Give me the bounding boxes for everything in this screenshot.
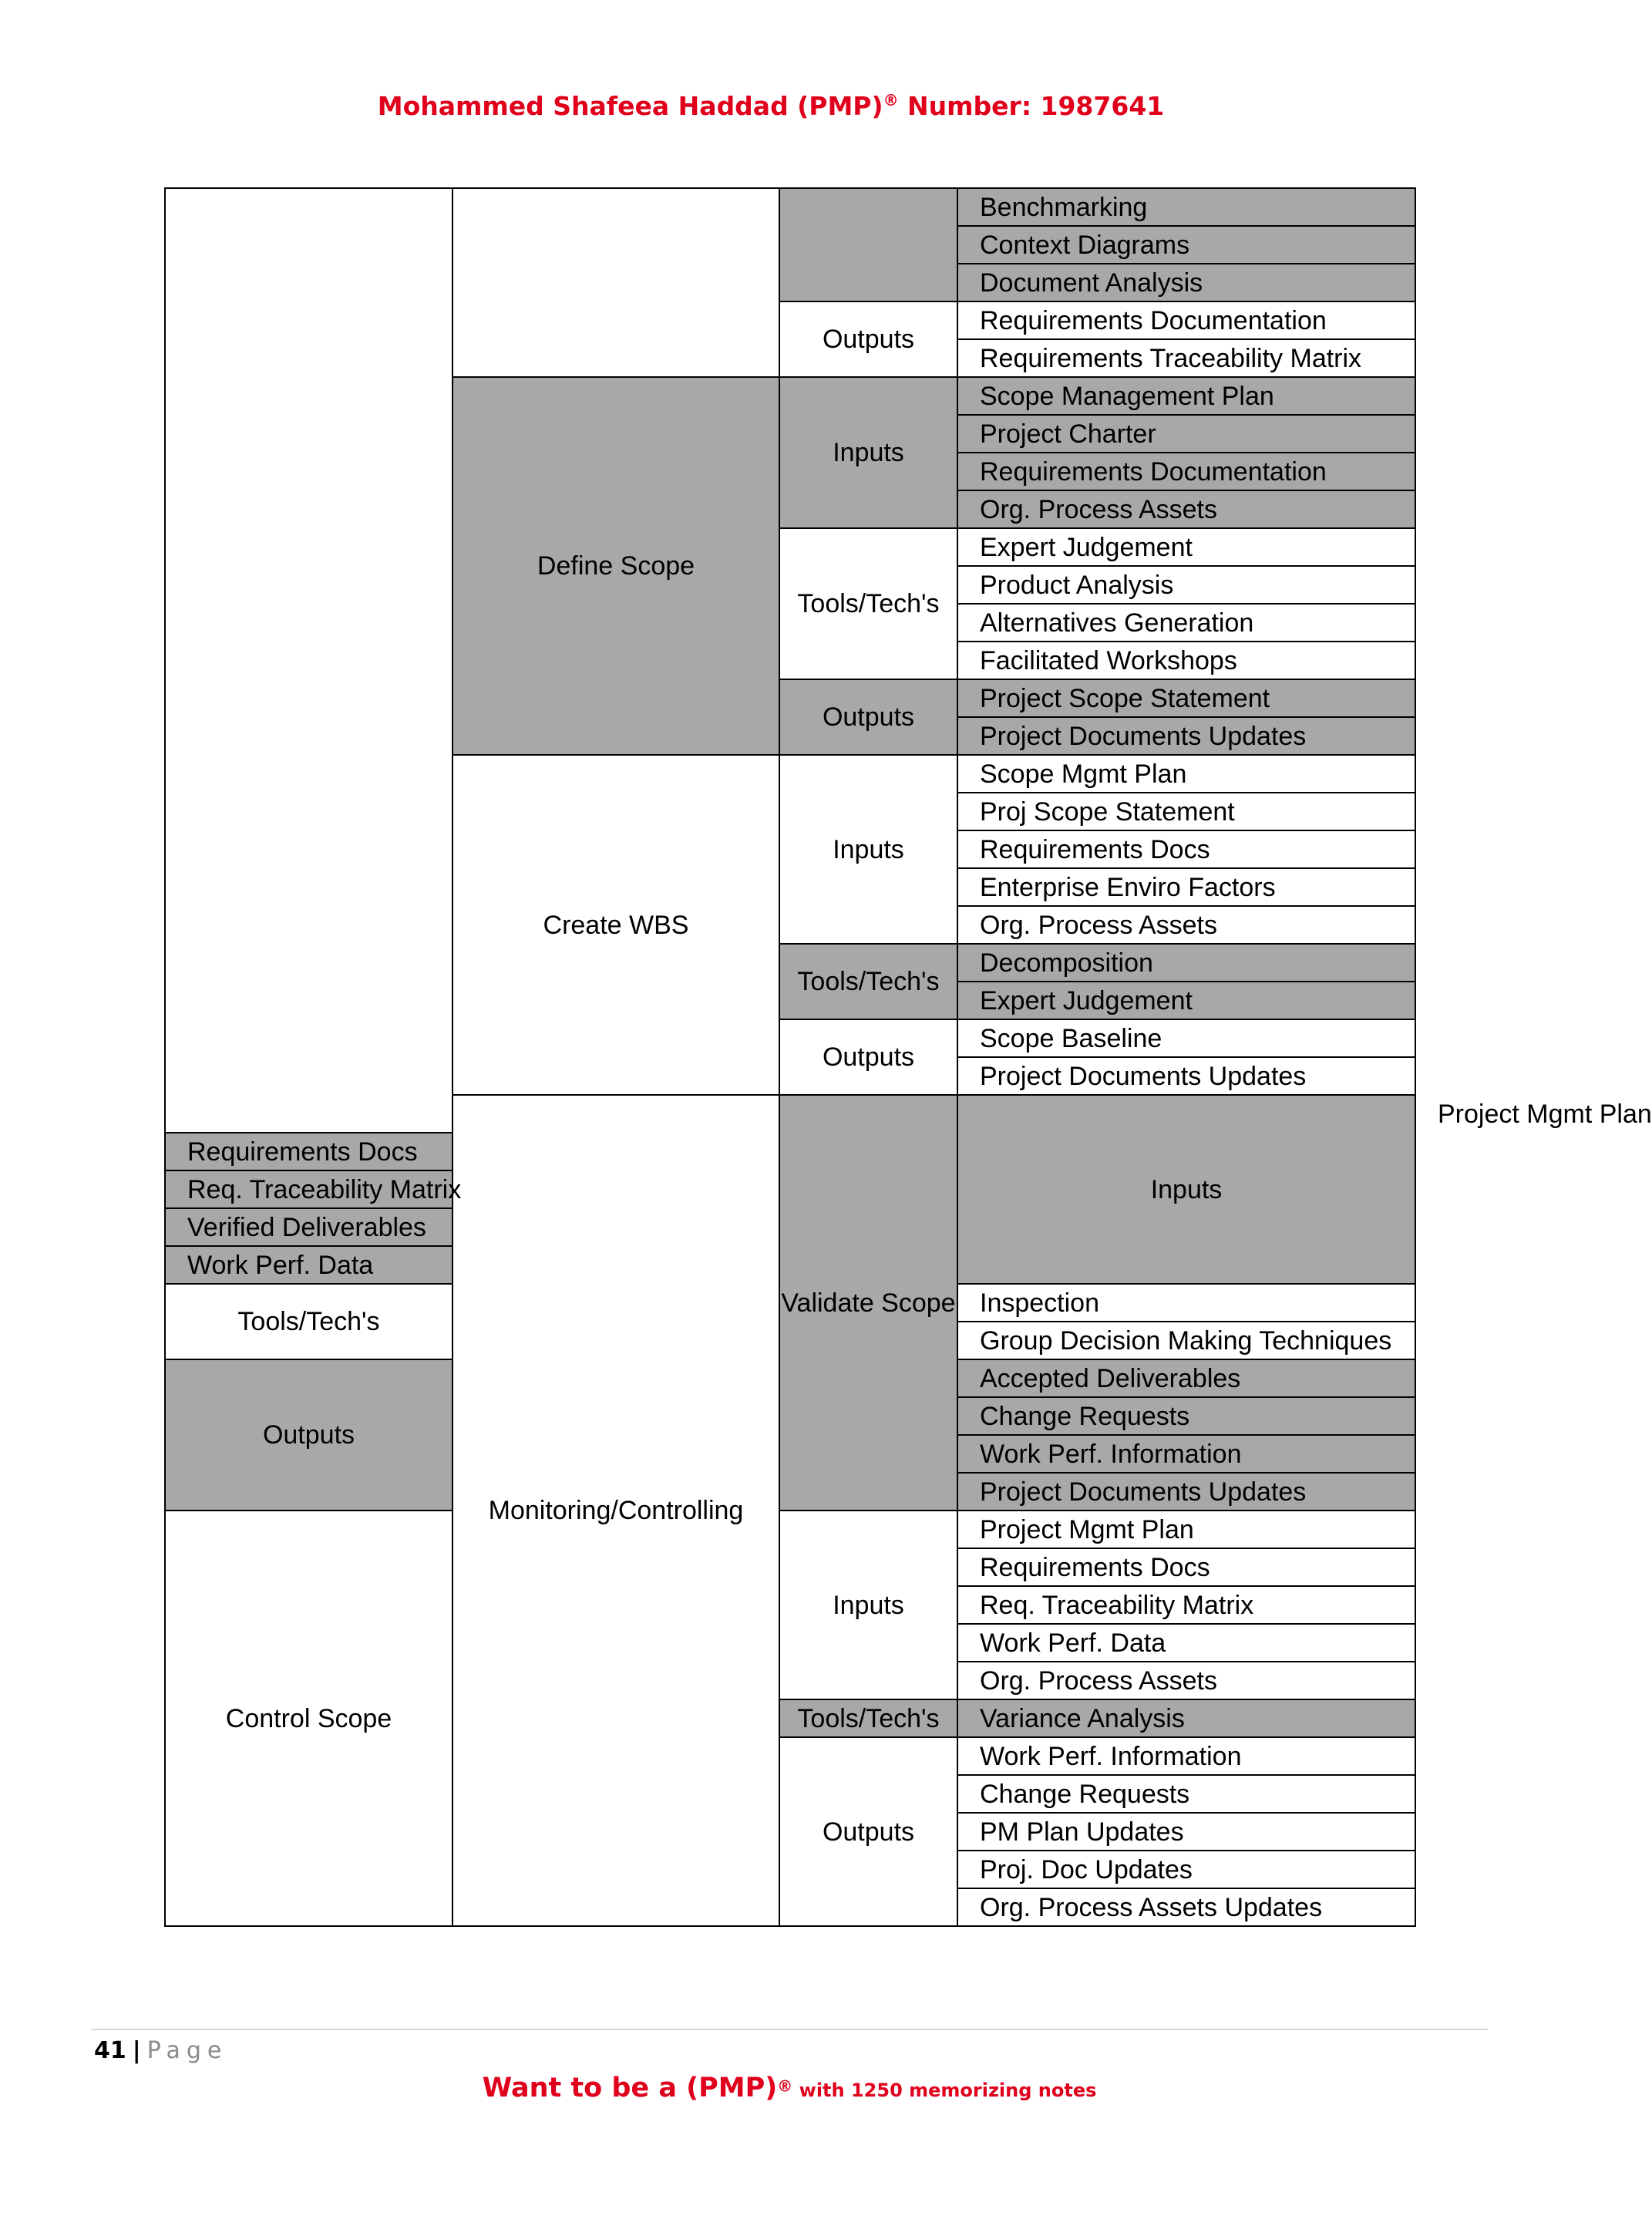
table-item: Requirements Docs [165, 1133, 453, 1170]
table-item: Project Documents Updates [957, 1057, 1415, 1095]
table-item: Change Requests [957, 1397, 1415, 1435]
category-tools: Tools/Tech's [779, 1699, 957, 1737]
table-item: Work Perf. Data [165, 1246, 453, 1284]
page-number-separator: | [132, 2037, 141, 2064]
table-item: Project Charter [957, 415, 1415, 453]
table-item: Project Mgmt Plan [957, 1511, 1415, 1548]
table-item: Expert Judgement [957, 982, 1415, 1019]
table-item: Requirements Documentation [957, 301, 1415, 339]
table-item: Work Perf. Information [957, 1435, 1415, 1473]
table-item: Work Perf. Information [957, 1737, 1415, 1775]
table-item: Org. Process Assets Updates [957, 1888, 1415, 1926]
table-item: Project Documents Updates [957, 1473, 1415, 1511]
table-item: Document Analysis [957, 264, 1415, 301]
table-item: Requirements Docs [957, 1548, 1415, 1586]
table-item: Facilitated Workshops [957, 642, 1415, 679]
category-cell-continued [779, 188, 957, 301]
process-define-scope: Define Scope [453, 377, 779, 755]
table-item: Context Diagrams [957, 226, 1415, 264]
table-item: Scope Mgmt Plan [957, 755, 1415, 793]
footer-promo [0, 2073, 1579, 2103]
page-number [94, 2037, 227, 2064]
process-table: Benchmarking Context Diagrams Document Analysis Outputs Requirements Documentation Requirements Traceability Matrix Define Scope Inputs Scope Management Plan Project Charter Requirements Documentation Org. Process Assets Tools/Tech's Expert Judgement Product Analysis Alternatives Generation Facilitated Workshops Outputs Project Scope Statement Project Documents Updates Create WBS Inputs Scope Mgmt Plan Proj Scope Statement Requirements Docs Enterprise Enviro Factors Org. Process Assets Tools/Tech's Decomposition Expert Judgement Outputs Scope Baseline Project Documents Updates Monitoring/Controlling Validate Scope Inputs Project Mgmt Plan Requirements Docs Req. Traceability Matrix Verified Deliverables Work Perf. Data Tools/Tech's Inspection Group Decision Making Techniques Outputs Accepted Deliverables Change Requests Work Perf. Information Project Documents Updates Control Scope Inputs Project Mgmt Plan Requirements Docs Req. Traceability Matrix Work Perf. Data Org. Process Assets Tools/Tech's Variance Analysis Outputs Work Perf. Information Change Requests PM Plan Updates Proj. Doc Updates Org. Process Assets Updates [164, 187, 1416, 1927]
category-inputs: Inputs [957, 1095, 1415, 1284]
table-item: Project Documents Updates [957, 717, 1415, 755]
table-item: Group Decision Making Techniques [957, 1322, 1415, 1359]
category-tools: Tools/Tech's [779, 528, 957, 679]
page-word: Page [146, 2037, 228, 2064]
page-header [0, 91, 1542, 121]
page-number-value: 41 [94, 2037, 126, 2064]
table-item: Variance Analysis [957, 1699, 1415, 1737]
category-outputs: Outputs [779, 1737, 957, 1926]
category-outputs: Outputs [779, 301, 957, 377]
table-item: Org. Process Assets [957, 906, 1415, 944]
table-item: Change Requests [957, 1775, 1415, 1813]
process-group-monitoring-controlling: Monitoring/Controlling [453, 1095, 779, 1926]
header-number: Number: 1987641 [898, 91, 1165, 121]
table-item: Proj Scope Statement [957, 793, 1415, 830]
category-tools: Tools/Tech's [165, 1284, 453, 1359]
promo-small: with 1250 memorizing notes [792, 2080, 1097, 2101]
category-outputs: Outputs [165, 1359, 453, 1511]
header-text: Mohammed Shafeea Haddad (PMP) [377, 91, 883, 121]
table-item: Scope Management Plan [957, 377, 1415, 415]
table-item: Requirements Documentation [957, 453, 1415, 490]
table-item: Requirements Docs [957, 830, 1415, 868]
process-group-cell-empty [165, 188, 453, 1133]
table-item: Req. Traceability Matrix [165, 1170, 453, 1208]
footer-divider [91, 2029, 1488, 2030]
table-item: Enterprise Enviro Factors [957, 868, 1415, 906]
category-inputs: Inputs [779, 377, 957, 528]
header-reg-mark: ® [883, 91, 899, 109]
promo-reg-mark: ® [777, 2076, 793, 2096]
process-validate-scope: Validate Scope [779, 1095, 957, 1511]
category-outputs: Outputs [779, 1019, 957, 1095]
category-outputs: Outputs [779, 679, 957, 755]
process-cell-continued [453, 188, 779, 377]
table-item: Scope Baseline [957, 1019, 1415, 1057]
process-create-wbs: Create WBS [453, 755, 779, 1095]
category-tools: Tools/Tech's [779, 944, 957, 1019]
table-item: Verified Deliverables [165, 1208, 453, 1246]
table-item: Work Perf. Data [957, 1624, 1415, 1662]
table-item: Req. Traceability Matrix [957, 1586, 1415, 1624]
table-item: Proj. Doc Updates [957, 1851, 1415, 1888]
table-item: Alternatives Generation [957, 604, 1415, 642]
table-item: Org. Process Assets [957, 1662, 1415, 1699]
table-item: Requirements Traceability Matrix [957, 339, 1415, 377]
process-control-scope: Control Scope [165, 1511, 453, 1926]
table-item: Project Scope Statement [957, 679, 1415, 717]
table-item: PM Plan Updates [957, 1813, 1415, 1851]
table-item: Org. Process Assets [957, 490, 1415, 528]
table-item: Decomposition [957, 944, 1415, 982]
table-item: Accepted Deliverables [957, 1359, 1415, 1397]
table-item: Benchmarking [957, 188, 1415, 226]
table-item: Product Analysis [957, 566, 1415, 604]
promo-main: Want to be a (PMP) [482, 2073, 778, 2103]
table-item: Inspection [957, 1284, 1415, 1322]
category-inputs: Inputs [779, 755, 957, 944]
category-inputs: Inputs [779, 1511, 957, 1699]
table-item: Expert Judgement [957, 528, 1415, 566]
